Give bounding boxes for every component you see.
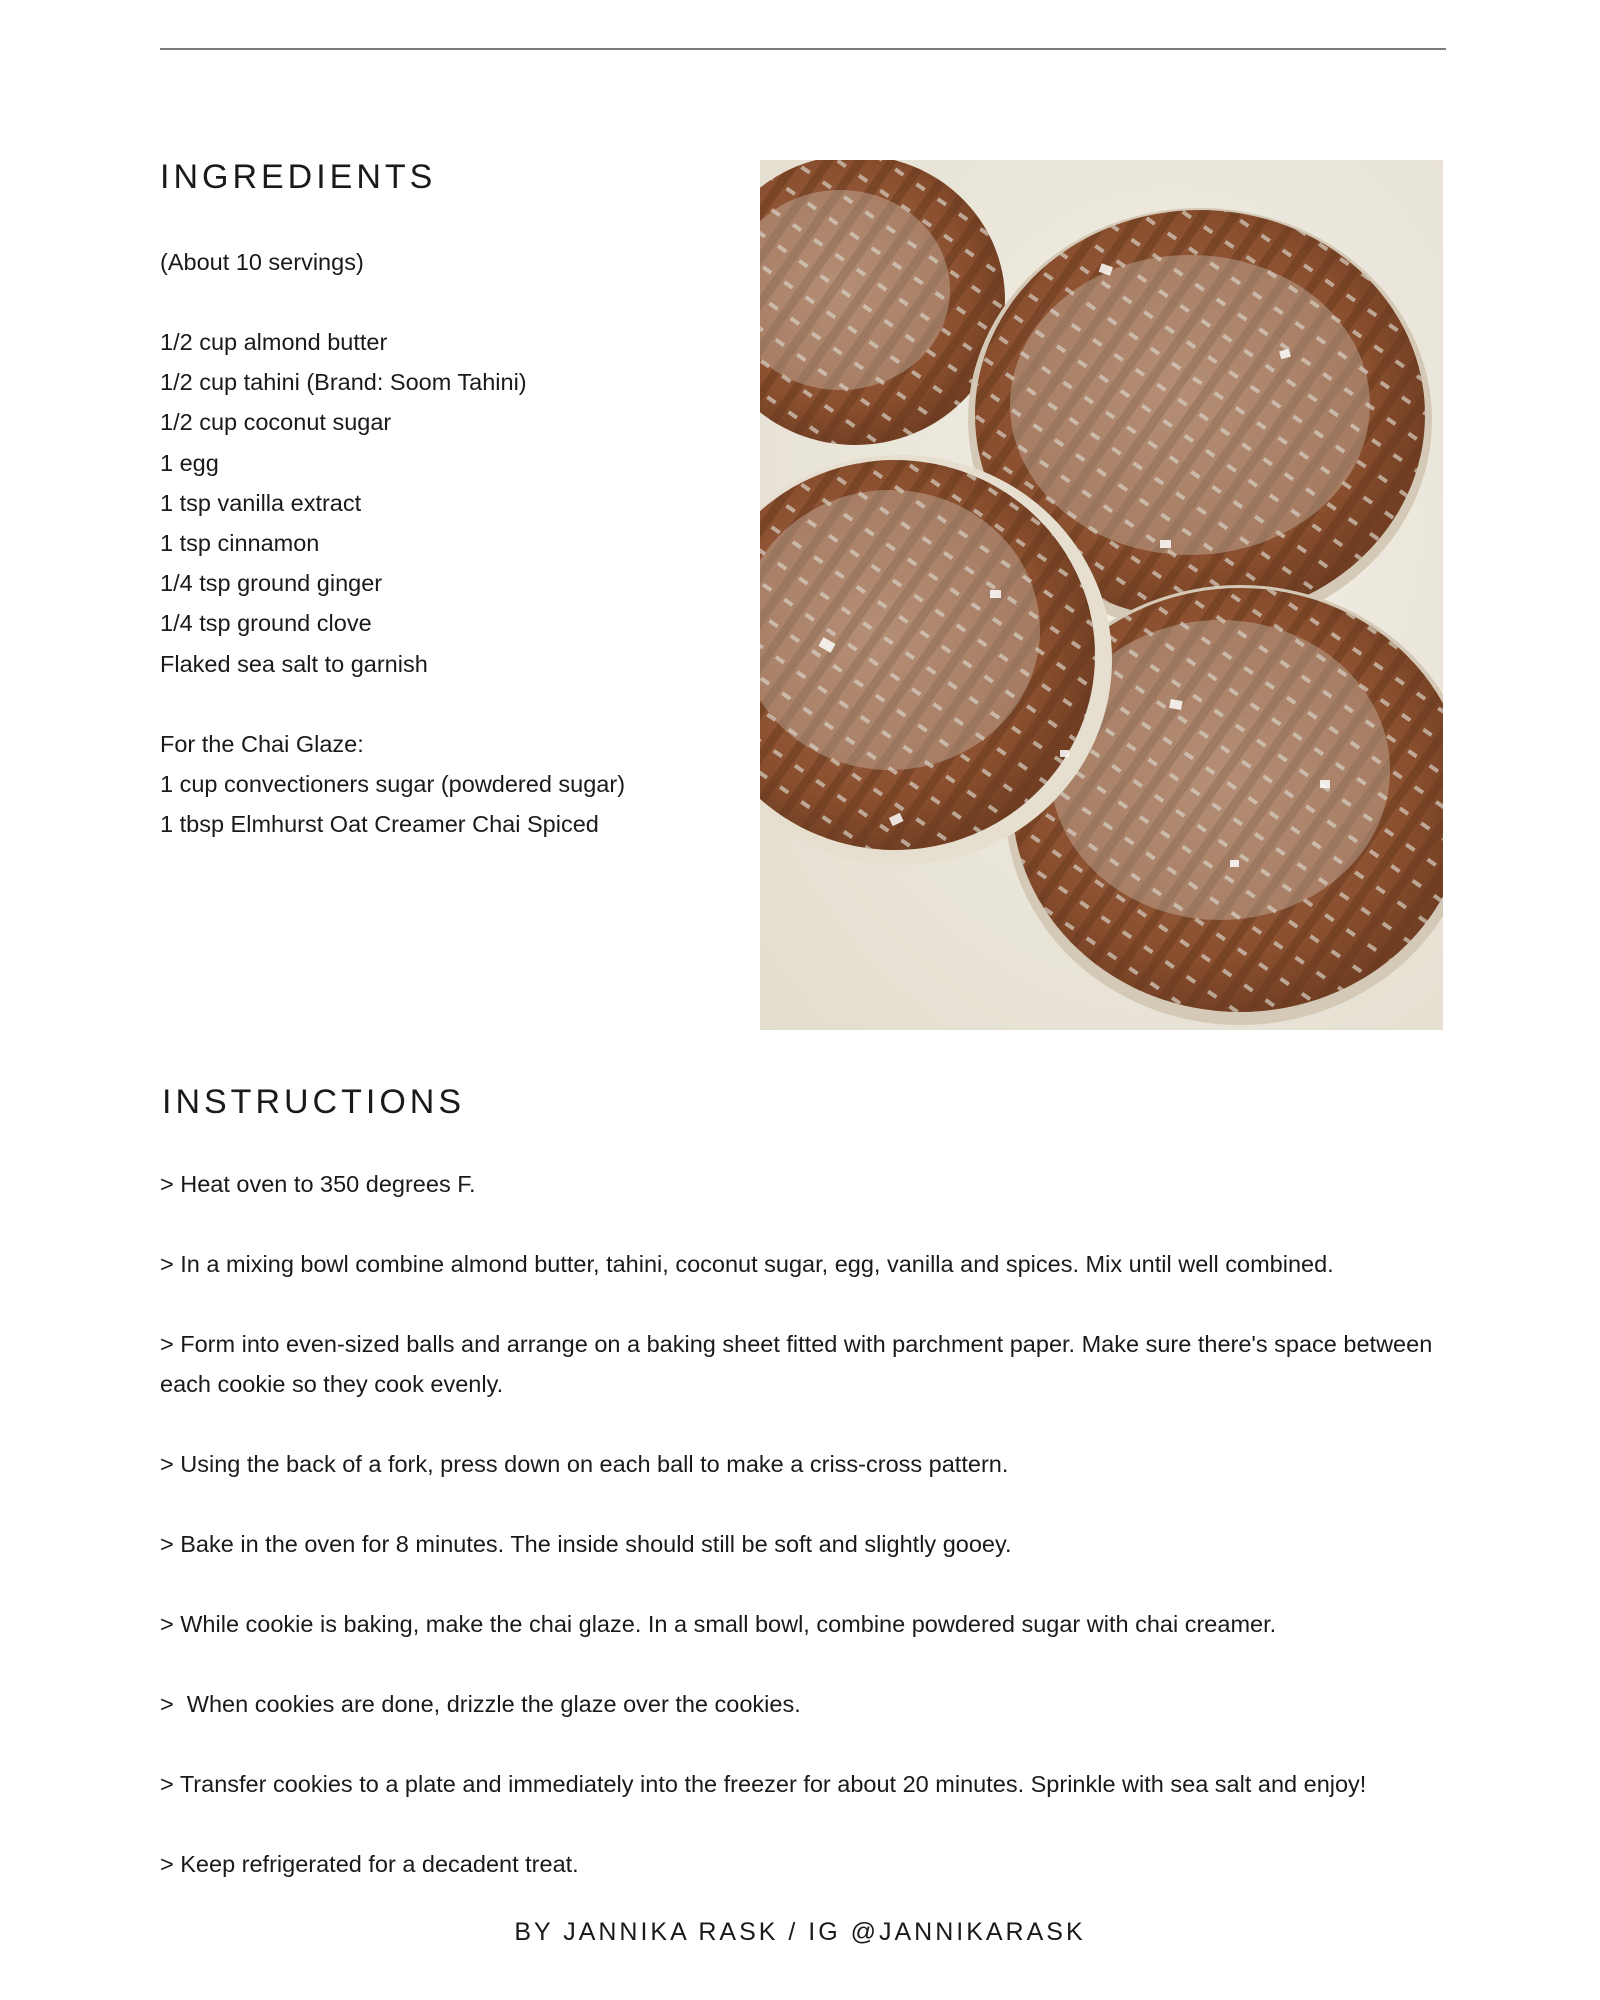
servings-note	[160, 242, 364, 282]
servings-text: (About 10 servings)	[160, 249, 364, 275]
cookie-illustration	[760, 160, 1443, 1030]
glaze-ingredients	[160, 724, 625, 845]
instruction-step: > Transfer cookies to a plate and immediately into the freezer for about 20 minutes. Sprinkle with sea salt and enjoy!	[160, 1771, 1367, 1797]
ingredient-list	[160, 322, 527, 684]
ingredients-heading: INGREDIENTS	[160, 158, 437, 196]
instruction-step: > Keep refrigerated for a decadent treat.	[160, 1851, 579, 1877]
instruction-step: > Using the back of a fork, press down on each ball to make a criss-cross pattern.	[160, 1451, 1009, 1477]
cookie-photo	[760, 160, 1443, 1030]
glaze-item: 1 tbsp Elmhurst Oat Creamer Chai Spiced	[160, 811, 599, 838]
ingredient-item: 1/4 tsp ground ginger	[160, 570, 383, 597]
instruction-step: > Form into even-sized balls and arrange on a baking sheet fitted with parchment paper. Make sure there's space between each cookie so they cook evenly.	[160, 1331, 1439, 1397]
ingredient-item: 1/2 cup coconut sugar	[160, 409, 392, 436]
ingredient-item: 1/2 cup tahini (Brand: Soom Tahini)	[160, 369, 527, 396]
instruction-step: > In a mixing bowl combine almond butter, tahini, coconut sugar, egg, vanilla and spices. Mix until well combined.	[160, 1251, 1334, 1277]
ingredient-item: 1 tsp vanilla extract	[160, 489, 362, 516]
author-credit: BY JANNIKA RASK / IG @JANNIKARASK	[514, 1918, 1086, 1946]
instruction-list	[160, 1164, 1460, 1924]
top-divider	[160, 48, 1446, 50]
instruction-step: > While cookie is baking, make the chai glaze. In a small bowl, combine powdered sugar with chai creamer.	[160, 1611, 1277, 1637]
ingredient-item: 1 tsp cinnamon	[160, 529, 320, 556]
glaze-item: 1 cup convectioners sugar (powdered sugar)	[160, 771, 626, 798]
instructions-heading: INSTRUCTIONS	[162, 1083, 465, 1121]
ingredient-item: 1/2 cup almond butter	[160, 329, 388, 355]
ingredient-item: 1/4 tsp ground clove	[160, 610, 372, 637]
ingredient-item: 1 egg	[160, 449, 219, 476]
glaze-title: For the Chai Glaze:	[160, 731, 364, 757]
ingredient-item: Flaked sea salt to garnish	[160, 650, 428, 677]
instruction-step: > When cookies are done, drizzle the glaze over the cookies.	[160, 1691, 801, 1717]
instruction-step: > Heat oven to 350 degrees F.	[160, 1171, 476, 1197]
instruction-step: > Bake in the oven for 8 minutes. The inside should still be soft and slightly gooey.	[160, 1531, 1012, 1557]
